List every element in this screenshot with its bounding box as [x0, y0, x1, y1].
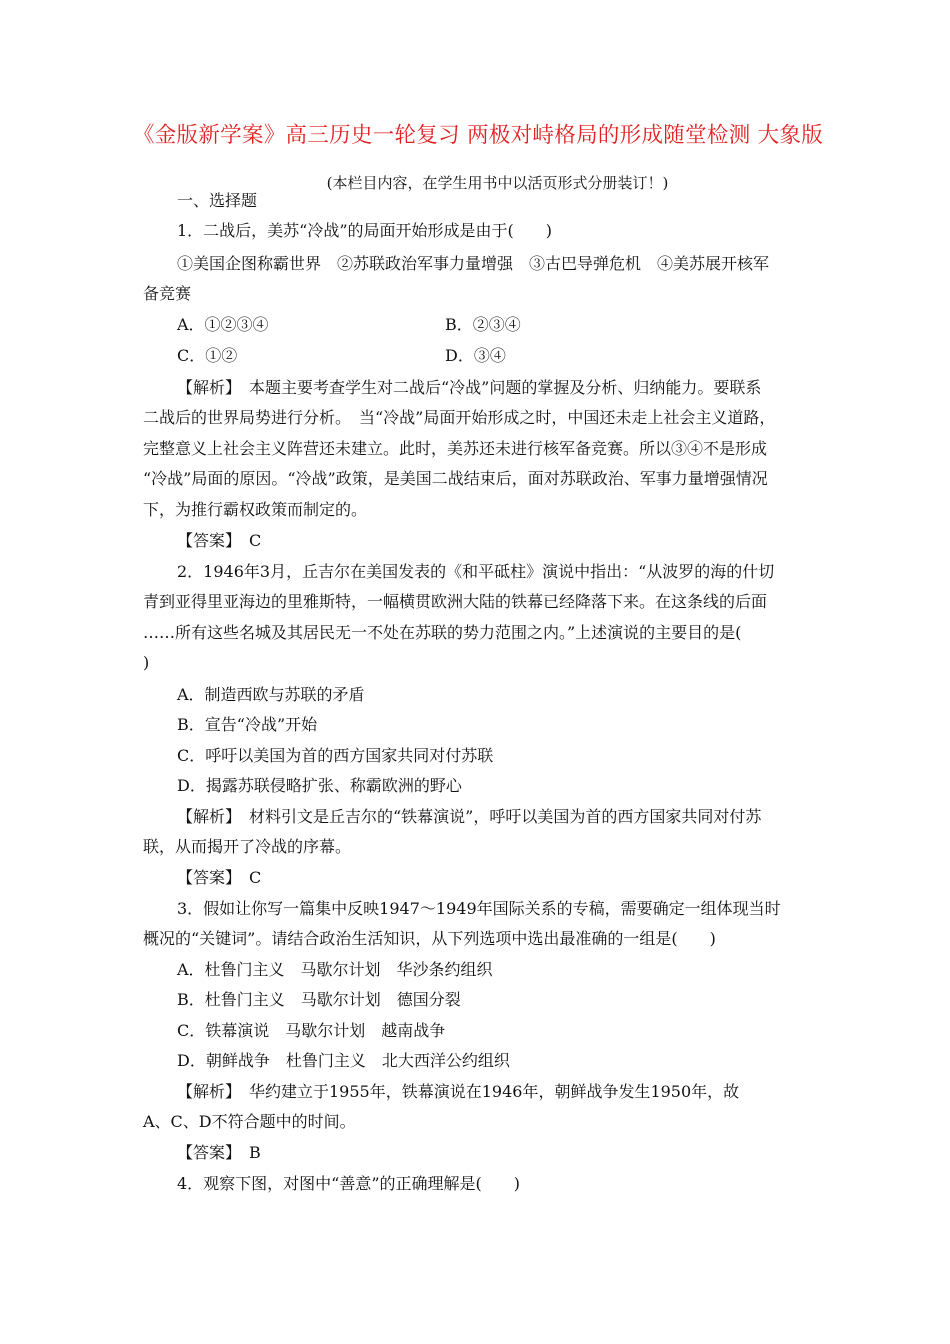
q1-analysis-line: 【解析】 本题主要考查学生对二战后“冷战”问题的掌握及分析、归纳能力。要联系: [177, 378, 762, 397]
q2-stem-line: ): [143, 653, 150, 672]
q1-analysis-line: 完整意义上社会主义阵营还未建立。此时，美苏还未进行核军备竞赛。所以③④不是形成: [143, 439, 768, 458]
q3-analysis-line: 【解析】 华约建立于1955年，铁幕演说在1946年，朝鲜战争发生1950年，故: [177, 1082, 740, 1101]
q1-analysis-line: 下，为推行霸权政策而制定的。: [143, 500, 368, 519]
q3-option-c: C．铁幕演说 马歇尔计划 越南战争: [177, 1021, 446, 1040]
q2-analysis-line: 联，从而揭开了冷战的序幕。: [143, 837, 352, 856]
q1-items-line2: 备竞赛: [143, 284, 192, 303]
q2-stem-line: 2．1946年3月，丘吉尔在美国发表的《和平砥柱》演说中指出：“从波罗的海的什切: [177, 562, 775, 581]
q2-option-d: D．揭露苏联侵略扩张、称霸欧洲的野心: [177, 776, 462, 795]
q3-option-a: A．杜鲁门主义 马歇尔计划 华沙条约组织: [177, 960, 493, 979]
binding-note: (本栏目内容，在学生用书中以活页形式分册装订！): [326, 174, 669, 192]
q3-analysis-line: A、C、D不符合题中的时间。: [143, 1112, 356, 1131]
q1-option-a: A．①②③④: [177, 315, 269, 334]
q2-stem-line: ……所有这些名城及其居民无一不处在苏联的势力范围之内。”上述演说的主要目的是(: [143, 623, 742, 642]
q2-option-c: C．呼吁以美国为首的西方国家共同对付苏联: [177, 746, 494, 765]
document-title: 《金版新学案》高三历史一轮复习 两极对峙格局的形成随堂检测 大象版: [132, 123, 824, 148]
q4-stem: 4．观察下图，对图中“善意”的正确理解是( ): [177, 1174, 521, 1193]
q2-answer: 【答案】 C: [177, 868, 262, 887]
q1-analysis-line: 二战后的世界局势进行分析。 当“冷战”局面开始形成之时，中国还未走上社会主义道路，: [143, 408, 776, 427]
q2-option-b: B．宣告“冷战”开始: [177, 715, 318, 734]
q2-stem-line: 青到亚得里亚海边的里雅斯特，一幅横贯欧洲大陆的铁幕已经降落下来。在这条线的后面: [143, 592, 768, 611]
q1-items-line1: ①美国企图称霸世界 ②苏联政治军事力量增强 ③古巴导弹危机 ④美苏展开核军: [177, 254, 770, 273]
q3-stem-line: 概况的“关键词”。请结合政治生活知识，从下列选项中选出最准确的一组是( ): [143, 929, 716, 948]
q2-option-a: A．制造西欧与苏联的矛盾: [177, 685, 365, 704]
q1-option-d: D．③④: [445, 346, 506, 365]
q1-option-b: B．②③④: [445, 315, 521, 334]
q1-option-c: C．①②: [177, 346, 238, 365]
q3-answer: 【答案】 B: [177, 1143, 261, 1162]
section-heading: 一、选择题: [177, 191, 258, 210]
q3-option-d: D．朝鲜战争 杜鲁门主义 北大西洋公约组织: [177, 1051, 510, 1070]
q1-stem: 1．二战后，美苏“冷战”的局面开始形成是由于( ): [177, 221, 553, 240]
q1-answer: 【答案】 C: [177, 531, 262, 550]
q2-analysis-line: 【解析】 材料引文是丘吉尔的“铁幕演说”，呼吁以美国为首的西方国家共同对付苏: [177, 807, 762, 826]
q1-analysis-line: “冷战”局面的原因。“冷战”政策，是美国二战结束后，面对苏联政治、军事力量增强情况: [143, 469, 768, 488]
q3-option-b: B．杜鲁门主义 马歇尔计划 德国分裂: [177, 990, 461, 1009]
q3-stem-line: 3．假如让你写一篇集中反映1947～1949年国际关系的专稿，需要确定一组体现当时: [177, 899, 781, 918]
